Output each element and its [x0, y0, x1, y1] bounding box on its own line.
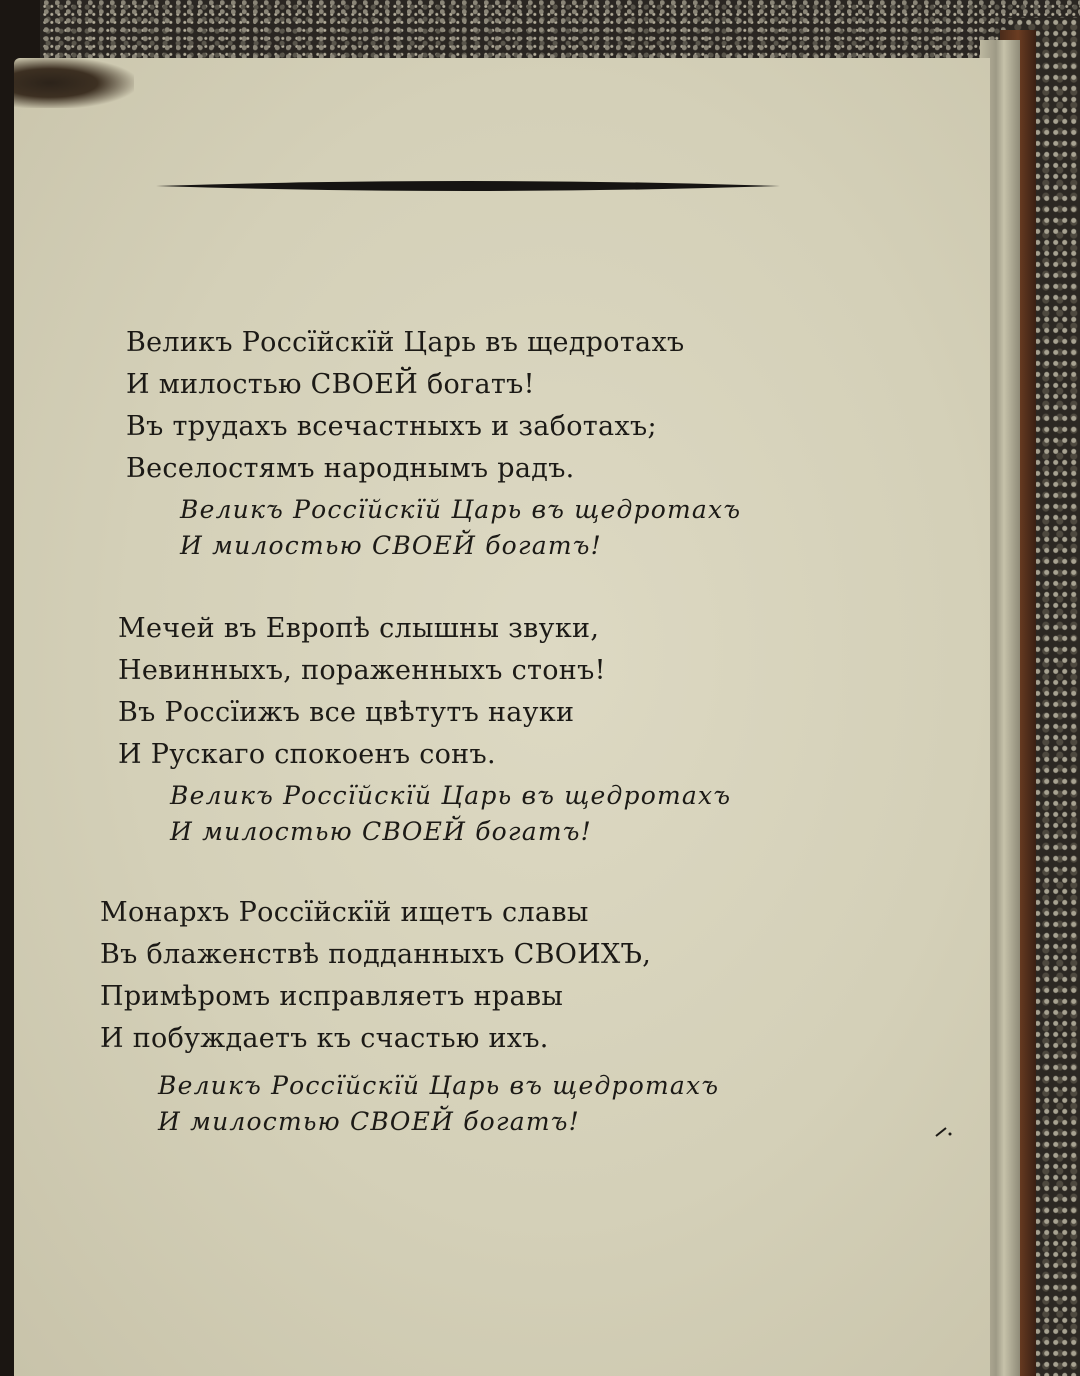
stanza-1 — [126, 322, 684, 490]
verse-line: Въ Россїижъ все цвѣтутъ науки — [118, 697, 575, 728]
refrain-line: И милостью СВОЕЙ богатъ! — [170, 817, 592, 846]
refrain-2 — [170, 778, 731, 850]
refrain-line: И милостью СВОЕЙ богатъ! — [158, 1107, 580, 1136]
verse-line: Великъ Россїйскїй Царь въ щедротахъ — [126, 327, 685, 358]
verse-line: Въ блаженствѣ подданныхъ СВОИХЪ, — [100, 939, 652, 970]
refrain-line: Великъ Россїйскїй Царь въ щедротахъ — [158, 1071, 720, 1100]
refrain-3 — [158, 1068, 719, 1140]
refrain-line: Великъ Россїйскїй Царь въ щедротахъ — [170, 781, 732, 810]
stanza-2 — [118, 608, 606, 776]
verse-line: Примѣромъ исправляетъ нравы — [100, 981, 564, 1012]
verse-line: Веселостямъ народнымъ радъ. — [126, 453, 575, 484]
verse-line: И милостью СВОЕЙ богатъ! — [126, 369, 535, 400]
printer-mark — [934, 1122, 952, 1140]
verse-line: Мечей въ Европѣ слышны звуки, — [118, 613, 600, 644]
verse-line: И Рускаго спокоенъ сонъ. — [118, 739, 496, 770]
verse-line: Въ трудахъ всечастныхъ и заботахъ; — [126, 411, 657, 442]
refrain-line: И милостью СВОЕЙ богатъ! — [180, 531, 602, 560]
refrain-line: Великъ Россїйскїй Царь въ щедротахъ — [180, 495, 742, 524]
verse-line: Монархъ Россїйскїй ищетъ славы — [100, 897, 589, 928]
ink-stain — [14, 58, 134, 108]
stanza-3 — [100, 892, 651, 1060]
ornamental-rule — [156, 178, 780, 194]
verse-line: И побуждаетъ къ счастью ихъ. — [100, 1023, 549, 1054]
verse-line: Невинныхъ, пораженныхъ стонъ! — [118, 655, 606, 686]
refrain-1 — [180, 492, 741, 564]
